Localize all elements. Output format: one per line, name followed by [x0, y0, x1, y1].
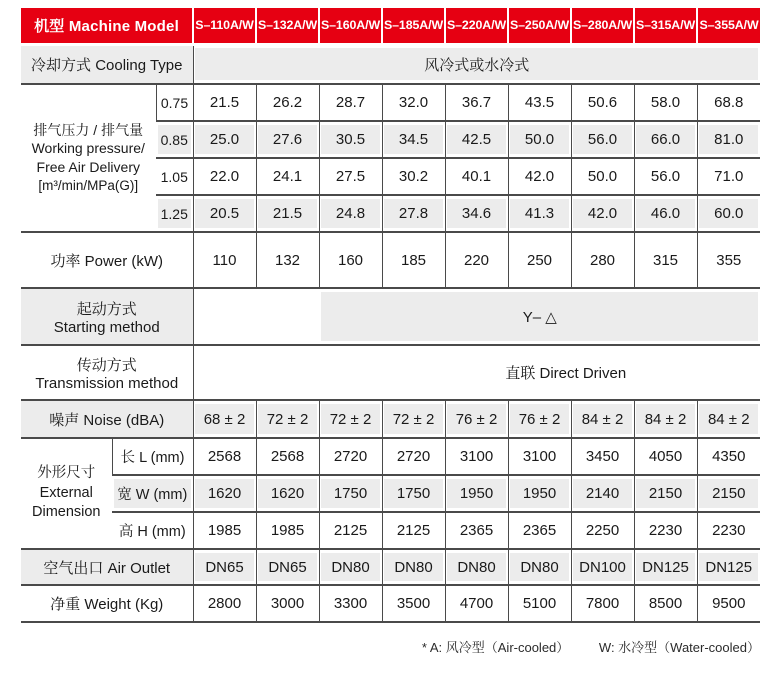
pressure-label-en2: Free Air Delivery	[36, 158, 140, 175]
weight-value-cell: 2800	[193, 585, 256, 622]
weight-value-cell: 8500	[634, 585, 697, 622]
pressure-value-cell: 36.7	[445, 84, 508, 121]
dimension-row-width	[21, 475, 760, 512]
dimension-value-cell: 2140	[571, 475, 634, 512]
pressure-value-cell: 30.5	[319, 121, 382, 158]
dimension-value-cell: 2250	[571, 512, 634, 549]
noise-value-cell: 72 ± 2	[382, 400, 445, 438]
pressure-value-cell: 58.0	[634, 84, 697, 121]
model-name-header-cell: S–220A/W	[445, 8, 508, 44]
dimension-value-cell: 2125	[319, 512, 382, 549]
pressure-value-cell: 30.2	[382, 158, 445, 195]
cooling-type-label-cell: 冷却方式 Cooling Type	[21, 44, 193, 84]
noise-value-cell: 72 ± 2	[319, 400, 382, 438]
pressure-value-cell: 42.5	[445, 121, 508, 158]
cooling-type-row	[21, 44, 760, 84]
pressure-value-cell: 34.6	[445, 195, 508, 232]
pressure-value-cell: 24.8	[319, 195, 382, 232]
air-outlet-value-cell: DN65	[256, 549, 319, 585]
transmission-method-label-cell	[21, 345, 193, 400]
machine-model-header-cell: 机型 Machine Model	[21, 8, 193, 44]
dimension-value-cell: 2230	[634, 512, 697, 549]
pressure-value-cell: 22.0	[193, 158, 256, 195]
dimension-value-cell: 3100	[508, 438, 571, 475]
pressure-sub-cell: 1.05	[156, 158, 193, 195]
noise-value-cell: 72 ± 2	[256, 400, 319, 438]
dimension-sub-label-cell: 高 H (mm)	[112, 512, 193, 549]
cooling-type-value-cell: 风冷式或水冷式	[193, 44, 760, 84]
weight-row	[21, 585, 760, 622]
pressure-value-cell: 42.0	[571, 195, 634, 232]
pressure-value-cell: 68.8	[697, 84, 760, 121]
pressure-value-cell: 41.3	[508, 195, 571, 232]
power-value-cell: 185	[382, 232, 445, 288]
dimension-value-cell: 2125	[382, 512, 445, 549]
model-name-header-cell: S–110A/W	[193, 8, 256, 44]
dimension-value-cell: 1950	[508, 475, 571, 512]
dimension-value-cell: 1985	[256, 512, 319, 549]
pressure-value-cell: 66.0	[634, 121, 697, 158]
air-outlet-value-cell: DN80	[319, 549, 382, 585]
air-outlet-value-cell: DN80	[445, 549, 508, 585]
pressure-label-en1: Working pressure/	[31, 140, 145, 157]
pressure-value-cell: 46.0	[634, 195, 697, 232]
pressure-value-cell: 25.0	[193, 121, 256, 158]
pressure-value-cell: 40.1	[445, 158, 508, 195]
starting-method-value-cell: Y– △	[193, 288, 760, 345]
pressure-value-cell: 21.5	[256, 195, 319, 232]
air-outlet-value-cell: DN100	[571, 549, 634, 585]
pressure-value-cell: 27.5	[319, 158, 382, 195]
pressure-sub-cell: 0.85	[156, 121, 193, 158]
pressure-value-cell: 50.0	[571, 158, 634, 195]
pressure-value-cell: 24.1	[256, 158, 319, 195]
dimension-sub-label-cell: 宽 W (mm)	[112, 475, 193, 512]
weight-value-cell: 3000	[256, 585, 319, 622]
noise-value-cell: 84 ± 2	[634, 400, 697, 438]
model-name-header-cell: S–160A/W	[319, 8, 382, 44]
footnote-air-cooled: * A: 风冷型（Air-cooled）	[421, 640, 570, 655]
weight-value-cell: 4700	[445, 585, 508, 622]
dimension-label-cn: 外形尺寸	[37, 465, 96, 482]
dimension-value-cell: 2230	[697, 512, 760, 549]
pressure-row-075	[21, 84, 760, 121]
weight-value-cell: 3500	[382, 585, 445, 622]
dimension-value-cell: 3450	[571, 438, 634, 475]
air-outlet-row	[21, 549, 760, 585]
dimension-value-cell: 1750	[382, 475, 445, 512]
dimension-value-cell: 2720	[382, 438, 445, 475]
model-name-header-cell: S–280A/W	[571, 8, 634, 44]
starting-method-label-cn: 起动方式	[76, 300, 137, 318]
pressure-value-cell: 27.8	[382, 195, 445, 232]
pressure-value-cell: 26.2	[256, 84, 319, 121]
dimension-value-cell: 1620	[256, 475, 319, 512]
weight-value-cell: 3300	[319, 585, 382, 622]
dimension-value-cell: 2365	[445, 512, 508, 549]
dimension-value-cell: 4050	[634, 438, 697, 475]
dimension-value-cell: 2720	[319, 438, 382, 475]
dimension-value-cell: 2150	[697, 475, 760, 512]
dimension-label-en2: Dimension	[32, 504, 101, 521]
power-value-cell: 250	[508, 232, 571, 288]
pressure-value-cell: 34.5	[382, 121, 445, 158]
pressure-value-cell: 43.5	[508, 84, 571, 121]
dimension-value-cell: 2365	[508, 512, 571, 549]
dimension-value-cell: 4350	[697, 438, 760, 475]
power-value-cell: 220	[445, 232, 508, 288]
dimension-value-cell: 1985	[193, 512, 256, 549]
power-value-cell: 280	[571, 232, 634, 288]
pressure-value-cell: 60.0	[697, 195, 760, 232]
dimension-value-cell: 2150	[634, 475, 697, 512]
weight-value-cell: 7800	[571, 585, 634, 622]
pressure-value-cell: 20.5	[193, 195, 256, 232]
pressure-value-cell: 71.0	[697, 158, 760, 195]
model-name-header-cell: S–355A/W	[697, 8, 760, 44]
noise-label-cell: 噪声 Noise (dBA)	[21, 400, 193, 438]
air-outlet-value-cell: DN125	[697, 549, 760, 585]
transmission-method-row	[21, 345, 760, 400]
starting-method-row	[21, 288, 760, 345]
dimension-value-cell: 1950	[445, 475, 508, 512]
transmission-method-label-en: Transmission method	[35, 374, 179, 392]
power-value-cell: 315	[634, 232, 697, 288]
dimension-value-cell: 1750	[319, 475, 382, 512]
noise-value-cell: 84 ± 2	[571, 400, 634, 438]
power-label-cell: 功率 Power (kW)	[21, 232, 193, 288]
power-value-cell: 160	[319, 232, 382, 288]
model-name-header-cell: S–185A/W	[382, 8, 445, 44]
pressure-value-cell: 27.6	[256, 121, 319, 158]
air-outlet-value-cell: DN65	[193, 549, 256, 585]
air-outlet-value-cell: DN80	[508, 549, 571, 585]
noise-value-cell: 76 ± 2	[508, 400, 571, 438]
pressure-label-cn: 排气压力 / 排气量	[33, 121, 144, 138]
power-value-cell: 355	[697, 232, 760, 288]
starting-method-label-cell	[21, 288, 193, 345]
pressure-sub-cell: 1.25	[156, 195, 193, 232]
air-outlet-value-cell: DN125	[634, 549, 697, 585]
pressure-value-cell: 81.0	[697, 121, 760, 158]
model-name-header-cell: S–250A/W	[508, 8, 571, 44]
dimension-label-cell	[21, 438, 112, 549]
dimension-row-height	[21, 512, 760, 549]
dimension-value-cell: 2568	[193, 438, 256, 475]
model-name-header-cell: S–132A/W	[256, 8, 319, 44]
dimension-value-cell: 1620	[193, 475, 256, 512]
noise-value-cell: 76 ± 2	[445, 400, 508, 438]
dimension-sub-label-cell: 长 L (mm)	[112, 438, 193, 475]
pressure-value-cell: 50.6	[571, 84, 634, 121]
pressure-value-cell: 28.7	[319, 84, 382, 121]
noise-value-cell: 84 ± 2	[697, 400, 760, 438]
pressure-value-cell: 56.0	[571, 121, 634, 158]
pressure-value-cell: 56.0	[634, 158, 697, 195]
power-row	[21, 232, 760, 288]
dimension-row-length	[21, 438, 760, 475]
model-header-row	[21, 8, 760, 44]
weight-value-cell: 5100	[508, 585, 571, 622]
transmission-method-value-cell: 直联 Direct Driven	[193, 345, 760, 400]
power-value-cell: 110	[193, 232, 256, 288]
transmission-method-label-cn: 传动方式	[76, 356, 137, 374]
noise-value-cell: 68 ± 2	[193, 400, 256, 438]
footnote	[21, 637, 760, 656]
pressure-value-cell: 42.0	[508, 158, 571, 195]
spec-table	[21, 8, 760, 623]
pressure-label-unit: [m³/min/MPa(G)]	[38, 178, 139, 194]
model-name-header-cell: S–315A/W	[634, 8, 697, 44]
dimension-value-cell: 3100	[445, 438, 508, 475]
weight-label-cell: 净重 Weight (Kg)	[21, 585, 193, 622]
dimension-value-cell: 2568	[256, 438, 319, 475]
footnote-water-cooled: W: 水冷型（Water-cooled）	[598, 640, 760, 655]
pressure-value-cell: 50.0	[508, 121, 571, 158]
air-outlet-value-cell: DN80	[382, 549, 445, 585]
pressure-value-cell: 21.5	[193, 84, 256, 121]
noise-row	[21, 400, 760, 438]
air-outlet-label-cell: 空气出口 Air Outlet	[21, 549, 193, 585]
weight-value-cell: 9500	[697, 585, 760, 622]
starting-method-label-en: Starting method	[53, 318, 160, 336]
power-value-cell: 132	[256, 232, 319, 288]
dimension-label-en1: External	[39, 484, 93, 501]
pressure-sub-cell: 0.75	[156, 84, 193, 121]
pressure-value-cell: 32.0	[382, 84, 445, 121]
pressure-label-cell	[21, 84, 156, 232]
